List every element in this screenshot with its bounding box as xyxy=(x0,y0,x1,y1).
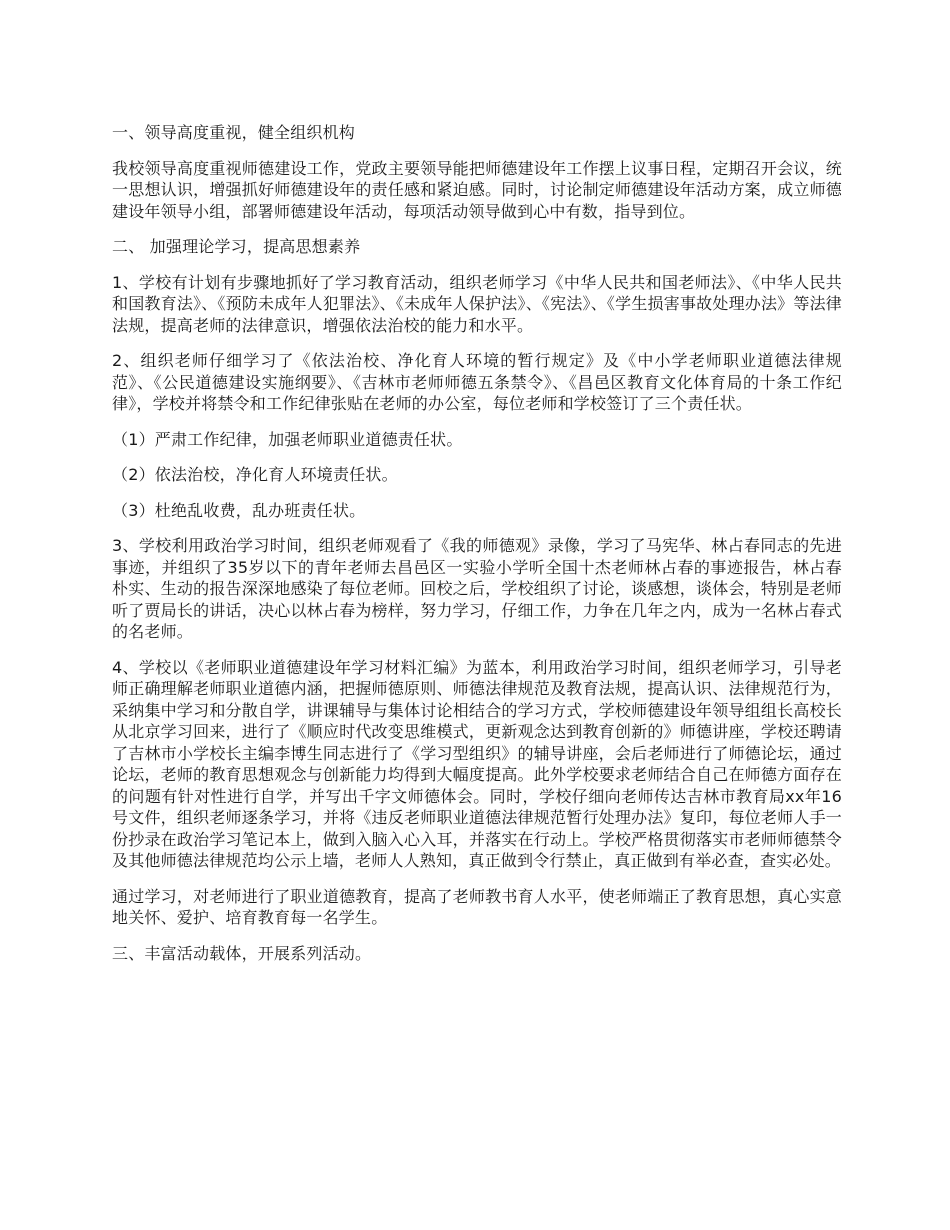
list-item-responsibility-2: （2）依法治校，净化育人环境责任状。 xyxy=(112,465,398,484)
list-item-responsibility-1: （1）严肃工作纪律，加强老师职业道德责任状。 xyxy=(112,429,463,449)
paragraph-item-4: 4、学校以《老师职业道德建设年学习材料汇编》为蓝本，利用政治学习时间，组织老师学习，引导老师正确理解老师职业道德内涵，把握师德原则、师德法律规范及教育法规，提高认识、法律规范行为，采纳集中学习和分散自学，讲课辅导与集体讨论相结合的学习方式，学校师德建设年领导组组长高校长从北京学习回来，进行了《顺应时代改变思维模式，更新观念达到教育创新的》师德讲座，学校还聘请了吉林市小学校长主编李博生同志进行了《学习型组织》的辅导讲座，会后老师进行了师德论坛，通过论坛，老师的教育思想观念与创新能力均得到大幅度提高。此外学校要求老师结合自己在师德方面存在的问题有针对性进行自学，并写出千字文师德体会。同时，学校仔细向老师传达吉林市教育局xx年16号文件，组织老师逐条学习，并将《违反老师职业道德法律规范暂行处理办法》复印，每位老师人手一份抄录在政治学习笔记本上，做到入脑入心入耳，并落实在行动上。学校严格贯彻落实市老师师德禁令及其他师德法律规范均公示上墙，老师人人熟知，真正做到令行禁止，真正做到有举必查，查实必处。 xyxy=(112,657,842,870)
list-item-responsibility-3: （3）杜绝乱收费，乱办班责任状。 xyxy=(112,500,366,520)
paragraph-leadership: 我校领导高度重视师德建设工作，党政主要领导能把师德建设年工作摆上议事日程，定期召开会议，统一思想认识，增强抓好师德建设年的责任感和紧迫感。同时，讨论制定师德建设年活动方案，成立师德建设年领导小组，部署师德建设年活动，每项活动领导做到心中有数，指导到位。 xyxy=(112,158,842,221)
paragraph-item-1: 1、学校有计划有步骤地抓好了学习教育活动，组织老师学习《中华人民共和国老师法》、《中华人民共和国教育法》、《预防未成年人犯罪法》、《未成年人保护法》、《宪法》、《学生损害事故处理办法》等法律法规，提高老师的法律意识，增强依法治校的能力和水平。 xyxy=(112,272,842,335)
document-body xyxy=(112,122,842,978)
section-heading-3: 三、丰富活动载体，开展系列活动。 xyxy=(112,943,372,963)
paragraph-summary: 通过学习，对老师进行了职业道德教育，提高了老师教书育人水平，使老师端正了教育思想，真心实意地关怀、爱护、培育教育每一名学生。 xyxy=(112,886,842,927)
paragraph-item-3: 3、学校利用政治学习时间，组织老师观看了《我的师德观》录像，学习了马宪华、林占春同志的先进事迹，并组织了35岁以下的青年老师去昌邑区一实验小学听全国十杰老师林占春的事迹报告，林占春朴实、生动的报告深深地感染了每位老师。回校之后，学校组织了讨论，谈感想，谈体会，特别是老师听了贾局长的讲话，决心以林占春为榜样，努力学习，仔细工作，力争在几年之内，成为一名林占春式的名老师。 xyxy=(112,536,842,641)
section-heading-1: 一、领导高度重视，健全组织机构 xyxy=(112,123,356,142)
section-heading-2: 二、 加强理论学习，提高思想素养 xyxy=(112,237,361,256)
paragraph-item-2: 2、组织老师仔细学习了《依法治校、净化育人环境的暂行规定》及《中小学老师职业道德法律规范》、《公民道德建设实施纲要》、《吉林市老师师德五条禁令》、《昌邑区教育文化体育局的十条工作纪律》，学校并将禁令和工作纪律张贴在老师的办公室，每位老师和学校签订了三个责任状。 xyxy=(112,351,842,413)
